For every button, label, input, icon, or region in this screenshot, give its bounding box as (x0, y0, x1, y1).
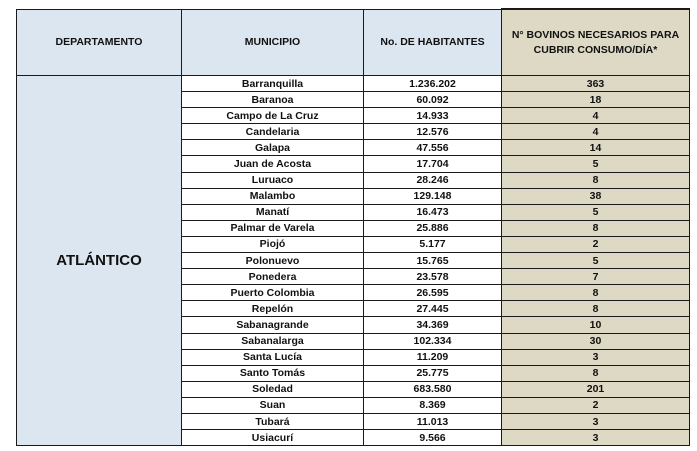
habitantes-cell[interactable]: 683.580 (364, 381, 502, 397)
municipio-cell[interactable]: Repelón (182, 301, 364, 317)
header-departamento[interactable]: DEPARTAMENTO (17, 9, 182, 76)
header-municipio[interactable]: MUNICIPIO (182, 9, 364, 76)
habitantes-cell[interactable]: 23.578 (364, 269, 502, 285)
header-row (17, 9, 690, 76)
municipio-cell[interactable]: Santa Lucía (182, 349, 364, 365)
habitantes-cell[interactable]: 102.334 (364, 333, 502, 349)
municipio-cell[interactable]: Ponedera (182, 269, 364, 285)
habitantes-cell[interactable]: 11.209 (364, 349, 502, 365)
department-cell[interactable]: ATLÁNTICO (17, 76, 182, 446)
bovinos-cell[interactable]: 14 (502, 140, 690, 156)
habitantes-cell[interactable]: 8.369 (364, 397, 502, 413)
bovinos-cell[interactable]: 5 (502, 204, 690, 220)
municipio-cell[interactable]: Sabanalarga (182, 333, 364, 349)
municipio-cell[interactable]: Manatí (182, 204, 364, 220)
habitantes-cell[interactable]: 27.445 (364, 301, 502, 317)
habitantes-cell[interactable]: 26.595 (364, 285, 502, 301)
municipio-cell[interactable]: Suan (182, 397, 364, 413)
bovinos-cell[interactable]: 4 (502, 108, 690, 124)
municipio-cell[interactable]: Barranquilla (182, 76, 364, 92)
table-row (17, 76, 690, 92)
bovine-consumption-table (16, 8, 690, 446)
habitantes-cell[interactable]: 12.576 (364, 124, 502, 140)
bovinos-cell[interactable]: 8 (502, 301, 690, 317)
municipio-cell[interactable]: Polonuevo (182, 253, 364, 269)
municipio-cell[interactable]: Sabanagrande (182, 317, 364, 333)
municipio-cell[interactable]: Palmar de Varela (182, 220, 364, 236)
municipio-cell[interactable]: Soledad (182, 381, 364, 397)
municipio-cell[interactable]: Candelaria (182, 124, 364, 140)
habitantes-cell[interactable]: 17.704 (364, 156, 502, 172)
bovinos-cell[interactable]: 18 (502, 92, 690, 108)
habitantes-cell[interactable]: 11.013 (364, 413, 502, 429)
habitantes-cell[interactable]: 129.148 (364, 188, 502, 204)
bovinos-cell[interactable]: 8 (502, 220, 690, 236)
habitantes-cell[interactable]: 15.765 (364, 253, 502, 269)
municipio-cell[interactable]: Campo de La Cruz (182, 108, 364, 124)
habitantes-cell[interactable]: 16.473 (364, 204, 502, 220)
bovinos-cell[interactable]: 2 (502, 397, 690, 413)
municipio-cell[interactable]: Puerto Colombia (182, 285, 364, 301)
bovinos-cell[interactable]: 5 (502, 156, 690, 172)
habitantes-cell[interactable]: 60.092 (364, 92, 502, 108)
municipio-cell[interactable]: Piojó (182, 236, 364, 252)
bovinos-cell[interactable]: 5 (502, 253, 690, 269)
bovinos-cell[interactable]: 8 (502, 365, 690, 381)
habitantes-cell[interactable]: 9.566 (364, 430, 502, 446)
habitantes-cell[interactable]: 1.236.202 (364, 76, 502, 92)
table-bottom-crop (16, 446, 697, 451)
bovinos-cell[interactable]: 30 (502, 333, 690, 349)
municipio-cell[interactable]: Baranoa (182, 92, 364, 108)
table-header (17, 9, 690, 76)
bovinos-cell[interactable]: 8 (502, 172, 690, 188)
municipio-cell[interactable]: Luruaco (182, 172, 364, 188)
bovinos-cell[interactable]: 4 (502, 124, 690, 140)
bovinos-cell[interactable]: 3 (502, 349, 690, 365)
habitantes-cell[interactable]: 25.775 (364, 365, 502, 381)
habitantes-cell[interactable]: 5.177 (364, 236, 502, 252)
header-bovinos[interactable]: N° BOVINOS NECESARIOS PARA CUBRIR CONSUMO/DÍA* (502, 9, 690, 76)
municipio-cell[interactable]: Tubará (182, 413, 364, 429)
bovinos-cell[interactable]: 8 (502, 285, 690, 301)
bovinos-cell[interactable]: 3 (502, 413, 690, 429)
bovinos-cell[interactable]: 10 (502, 317, 690, 333)
habitantes-cell[interactable]: 34.369 (364, 317, 502, 333)
municipio-cell[interactable]: Malambo (182, 188, 364, 204)
bovinos-cell[interactable]: 2 (502, 236, 690, 252)
bovinos-cell[interactable]: 3 (502, 430, 690, 446)
habitantes-cell[interactable]: 47.556 (364, 140, 502, 156)
bovinos-cell[interactable]: 38 (502, 188, 690, 204)
municipio-cell[interactable]: Santo Tomás (182, 365, 364, 381)
municipio-cell[interactable]: Usiacurí (182, 430, 364, 446)
header-habitantes[interactable]: No. DE HABITANTES (364, 9, 502, 76)
municipio-cell[interactable]: Galapa (182, 140, 364, 156)
table-body (17, 76, 690, 446)
bovinos-cell[interactable]: 363 (502, 76, 690, 92)
bovinos-cell[interactable]: 7 (502, 269, 690, 285)
municipio-cell[interactable]: Juan de Acosta (182, 156, 364, 172)
habitantes-cell[interactable]: 14.933 (364, 108, 502, 124)
bovinos-cell[interactable]: 201 (502, 381, 690, 397)
habitantes-cell[interactable]: 28.246 (364, 172, 502, 188)
habitantes-cell[interactable]: 25.886 (364, 220, 502, 236)
